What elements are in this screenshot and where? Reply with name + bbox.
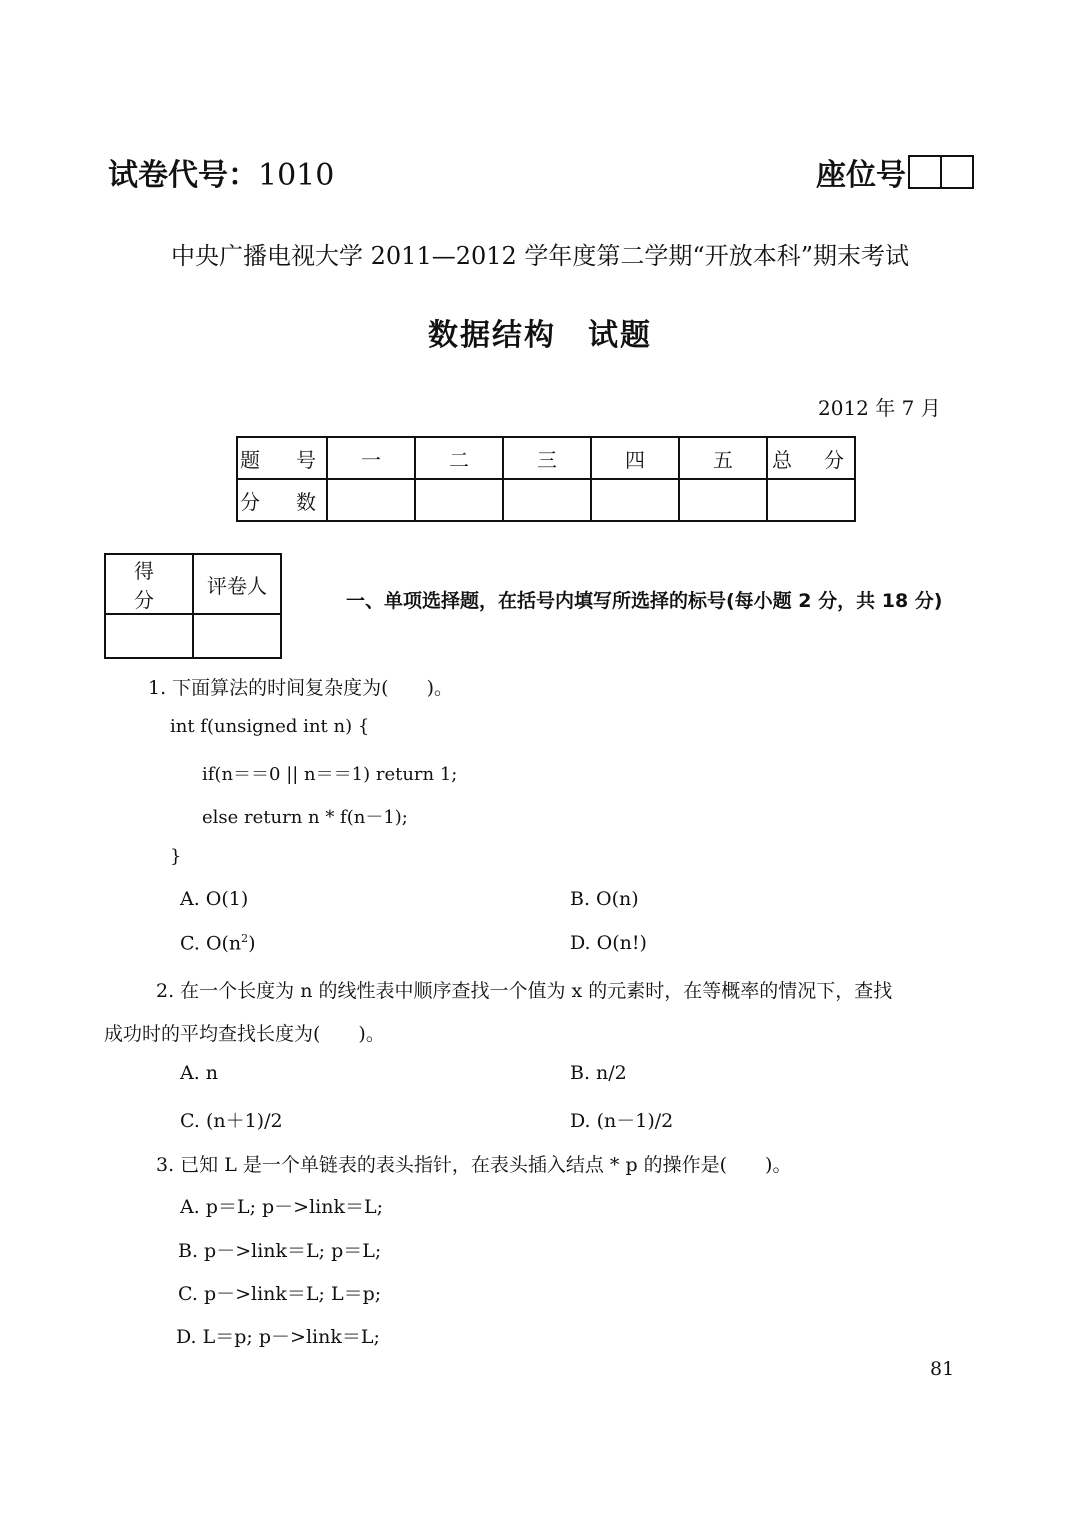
score-table (236, 436, 856, 522)
exam-date: 2012 年 7 月 (818, 396, 941, 420)
option-c: C. (n＋1)/2 (180, 1110, 283, 1132)
score-cell (591, 479, 679, 521)
grader-name-cell (193, 614, 281, 658)
section-title: 一、单项选择题，在括号内填写所选择的标号(每小题 2 分，共 18 分) (346, 590, 943, 612)
score-cell (767, 479, 855, 521)
option-c-text: C. O(n (180, 932, 242, 955)
seat-box (942, 155, 974, 189)
score-table-row-label: 题 号 (237, 437, 327, 479)
score-cell (503, 479, 591, 521)
score-table-col: 一 (327, 437, 415, 479)
grader-box (104, 553, 282, 659)
question-3-stem: 3. 已知 L 是一个单链表的表头指针，在表头插入结点 * p 的操作是( )。 (156, 1154, 792, 1176)
page-number: 81 (930, 1358, 955, 1380)
option-a: A. n (180, 1062, 219, 1084)
exam-title: 中央广播电视大学 2011—2012 学年度第二学期“开放本科”期末考试 (171, 242, 909, 270)
score-table-col: 五 (679, 437, 767, 479)
subject-title: 数据结构 试题 (428, 318, 652, 353)
option-a: A. O(1) (180, 888, 249, 910)
paper-code-value: 1010 (258, 158, 335, 193)
seat-boxes (908, 155, 974, 189)
paper-code (108, 150, 334, 194)
option-a: A. p＝L; p－>link＝L; (180, 1196, 384, 1218)
score-table-row-label: 分 数 (237, 479, 327, 521)
code-line: if(n＝＝0 || n＝＝1) return 1; (202, 764, 458, 785)
code-line: else return n * f(n－1); (202, 807, 408, 828)
superscript: 2 (241, 932, 249, 945)
seat-number (816, 150, 974, 194)
score-table-col: 四 (591, 437, 679, 479)
score-table-header-row (237, 437, 855, 479)
seat-box (908, 155, 942, 189)
score-table-score-row (237, 479, 855, 521)
option-d: D. (n－1)/2 (570, 1110, 674, 1132)
score-table-col: 二 (415, 437, 503, 479)
option-d: D. O(n!) (570, 932, 647, 954)
grader-score-label: 得 分 (105, 554, 193, 614)
option-b: B. O(n) (570, 888, 639, 910)
grader-score-cell (105, 614, 193, 658)
question-1-stem: 1. 下面算法的时间复杂度为( )。 (148, 677, 453, 699)
paper-code-label: 试卷代号： (108, 158, 258, 193)
option-d: D. L＝p; p－>link＝L; (176, 1326, 380, 1348)
score-table-col-total: 总 分 (767, 437, 855, 479)
score-table-col: 三 (503, 437, 591, 479)
grader-name-label: 评卷人 (193, 554, 281, 614)
option-c: C. p－>link＝L; L＝p; (178, 1283, 382, 1305)
option-b: B. n/2 (570, 1062, 627, 1084)
code-line: } (170, 846, 182, 867)
score-cell (679, 479, 767, 521)
code-line: int f(unsigned int n) { (170, 716, 370, 737)
score-cell (327, 479, 415, 521)
score-cell (415, 479, 503, 521)
question-2-stem-cont: 成功时的平均查找长度为( )。 (104, 1023, 385, 1045)
option-b: B. p－>link＝L; p＝L; (178, 1240, 382, 1262)
question-2-stem: 2. 在一个长度为 n 的线性表中顺序查找一个值为 x 的元素时，在等概率的情况下，查找 (156, 980, 893, 1002)
option-c: C. $O(n^2)$ (180, 932, 256, 955)
seat-label: 座位号 (816, 158, 906, 193)
